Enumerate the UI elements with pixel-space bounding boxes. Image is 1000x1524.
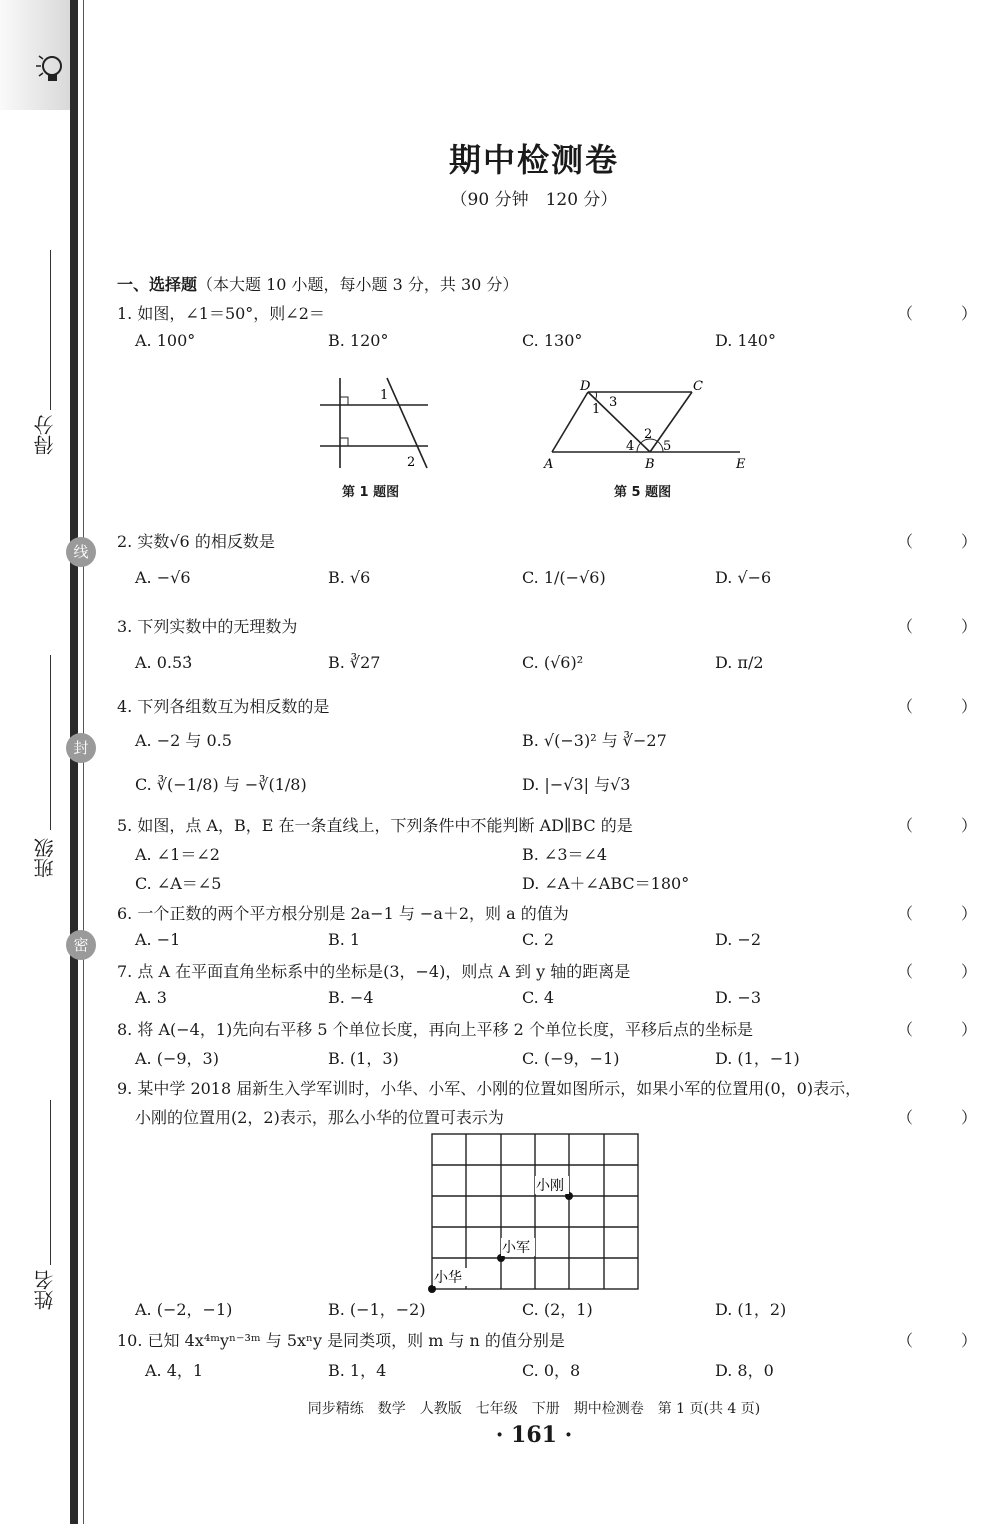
answer-blank-8: （ ） <box>897 1020 978 1039</box>
option: D. 140° <box>715 331 776 350</box>
class-rule <box>50 655 51 830</box>
option: A. (−9，3) <box>135 1049 219 1068</box>
option: B. 1，4 <box>328 1361 387 1380</box>
question-2: 2. 实数√6 的相反数是 <box>117 532 275 551</box>
fig5-label-d: D <box>580 379 591 394</box>
option: C. 130° <box>522 331 583 350</box>
answer-blank-5: （ ） <box>897 816 978 835</box>
fig5-label-a: A <box>544 457 554 472</box>
option: A. 4，1 <box>145 1361 204 1380</box>
option: D. √−6 <box>715 568 772 587</box>
question-9-line2: 小刚的位置用(2，2)表示，那么小华的位置可表示为 <box>135 1108 504 1127</box>
grid-label-xiaojun: 小军 <box>502 1240 530 1256</box>
option: C. ∠A＝∠5 <box>135 874 222 893</box>
seal-line: 线 <box>66 537 96 567</box>
option: C. 2 <box>522 930 555 949</box>
option: D. ∠A＋∠ABC＝180° <box>522 874 690 893</box>
page-footer: 同步精练 数学 人教版 七年级 下册 期中检测卷 第 1 页(共 4 页) <box>307 1401 761 1417</box>
seal-secret: 密 <box>66 930 96 960</box>
fig5-angle-1: 1 <box>592 402 601 417</box>
option: B. 1 <box>328 930 361 949</box>
fig1-angle-1: 1 <box>380 388 389 403</box>
option: B. 120° <box>328 331 389 350</box>
answer-blank-2: （ ） <box>897 532 978 551</box>
fig1-angle-2: 2 <box>407 455 416 470</box>
option: A. −2 与 0.5 <box>135 731 232 750</box>
option: C. (√6)² <box>522 653 584 672</box>
question-9: 9. 某中学 2018 届新生入学军训时，小华、小军、小刚的位置如图所示，如果小军的位置用(0，0)表示， <box>117 1079 862 1098</box>
position-grid-figure <box>425 1128 647 1298</box>
section-note: （本大题 10 小题，每小题 3 分，共 30 分） <box>197 275 519 294</box>
fig5-angle-2: 2 <box>644 427 653 442</box>
question-8: 8. 将 A(−4，1)先向右平移 5 个单位长度，再向上平移 2 个单位长度，平移后点的坐标是 <box>117 1020 753 1039</box>
option: C. 1/(−√6) <box>522 568 606 587</box>
option: B. (1，3) <box>328 1049 399 1068</box>
question-6: 6. 一个正数的两个平方根分别是 2a−1 与 −a＋2，则 a 的值为 <box>117 904 569 923</box>
option: B. −4 <box>328 988 374 1007</box>
option: D. (1，−1) <box>715 1049 800 1068</box>
option: C. 4 <box>522 988 555 1007</box>
option: A. ∠1＝∠2 <box>135 845 220 864</box>
option: D. π/2 <box>715 653 764 672</box>
name-label: 姓名 <box>33 1270 57 1310</box>
page-title: 期中检测卷 <box>448 141 619 179</box>
page-subtitle: （90 分钟 120 分） <box>450 190 618 210</box>
option: A. 3 <box>135 988 167 1007</box>
option: C. ∛(−1/8) 与 −∛(1/8) <box>135 775 307 794</box>
option: A. −1 <box>135 930 181 949</box>
option: C. (−9，−1) <box>522 1049 620 1068</box>
score-rule <box>50 250 51 410</box>
question-10: 10. 已知 4x⁴ᵐyⁿ⁻³ᵐ 与 5xⁿy 是同类项，则 m 与 n 的值分别是 <box>117 1331 565 1350</box>
fig5-angle-4: 4 <box>626 439 635 454</box>
figure-1-caption: 第 1 题图 <box>342 485 400 500</box>
option: C. 0，8 <box>522 1361 581 1380</box>
figure-5-caption: 第 5 题图 <box>614 485 672 500</box>
answer-blank-9: （ ） <box>897 1108 978 1127</box>
question-7: 7. 点 A 在平面直角坐标系中的坐标是(3，−4)，则点 A 到 y 轴的距离是 <box>117 962 631 981</box>
score-label: 得分 <box>33 415 57 455</box>
fig5-angle-3: 3 <box>609 395 618 410</box>
option: B. √6 <box>328 568 371 587</box>
answer-blank-1: （ ） <box>897 304 978 323</box>
answer-blank-10: （ ） <box>897 1331 978 1350</box>
question-3: 3. 下列实数中的无理数为 <box>117 617 298 636</box>
option: D. −2 <box>715 930 762 949</box>
answer-blank-6: （ ） <box>897 904 978 923</box>
answer-blank-3: （ ） <box>897 617 978 636</box>
option: A. −√6 <box>135 568 191 587</box>
question-4: 4. 下列各组数互为相反数的是 <box>117 697 330 716</box>
option: C. (2，1) <box>522 1300 593 1319</box>
question-5: 5. 如图，点 A，B，E 在一条直线上，下列条件中不能判断 AD∥BC 的是 <box>117 816 633 835</box>
option: D. (1，2) <box>715 1300 787 1319</box>
option: B. √(−3)² 与 ∛−27 <box>522 731 667 750</box>
fig5-angle-5: 5 <box>663 439 672 454</box>
name-rule <box>50 1100 51 1265</box>
option: A. (−2，−1) <box>135 1300 233 1319</box>
option: A. 0.53̇ <box>135 653 193 672</box>
grid-label-xiaogang: 小刚 <box>536 1178 564 1194</box>
seal-seal: 封 <box>66 733 96 763</box>
question-1: 1. 如图，∠1＝50°，则∠2＝ <box>117 304 325 323</box>
option: D. |−√3| 与√3 <box>522 775 631 794</box>
fig5-label-b: B <box>645 457 655 472</box>
section-heading <box>117 272 518 295</box>
grid-label-xiaohua: 小华 <box>434 1270 462 1286</box>
lightbulb-icon <box>30 48 70 88</box>
answer-blank-4: （ ） <box>897 697 978 716</box>
option: D. 8，0 <box>715 1361 774 1380</box>
option: B. ∛27 <box>328 653 381 672</box>
figure-1 <box>310 370 440 475</box>
answer-blank-7: （ ） <box>897 962 978 981</box>
page-number: · 161 · <box>495 1422 573 1448</box>
section-title: 一、选择题 <box>117 275 198 294</box>
option: B. ∠3＝∠4 <box>522 845 608 864</box>
option: A. 100° <box>135 331 196 350</box>
class-label: 班级 <box>33 838 57 878</box>
figure-5 <box>540 372 760 472</box>
option: B. (−1，−2) <box>328 1300 426 1319</box>
option: D. −3 <box>715 988 762 1007</box>
fig5-label-c: C <box>693 379 703 394</box>
fig5-label-e: E <box>736 457 746 472</box>
